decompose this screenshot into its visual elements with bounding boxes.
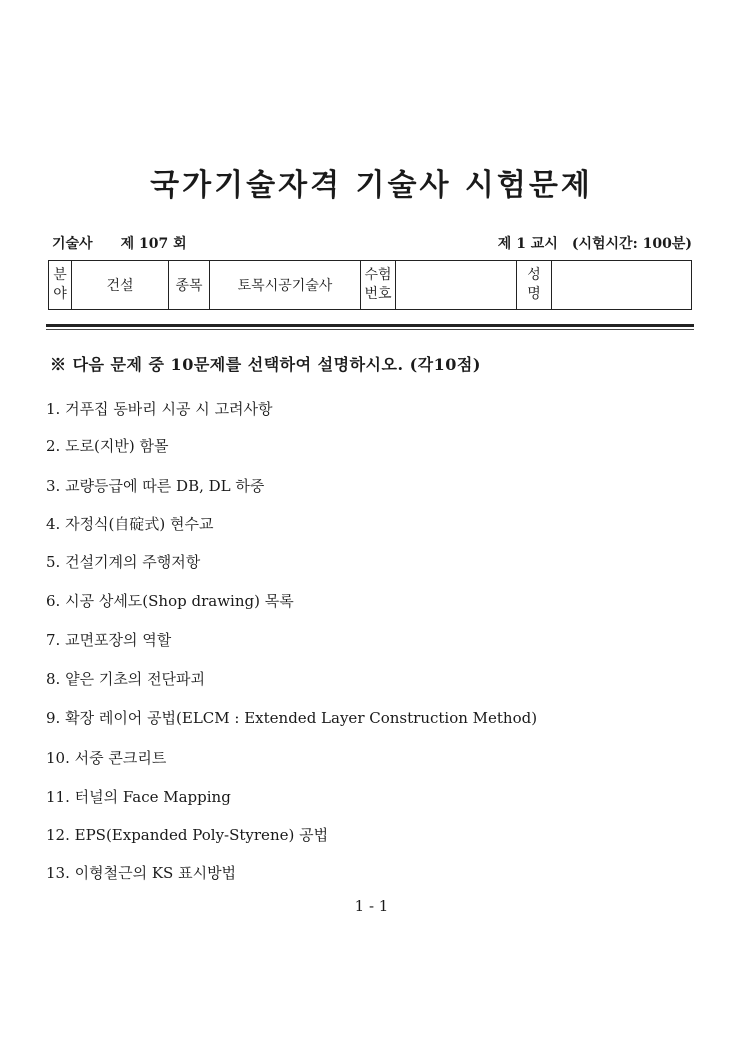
question-item: 2. 도로(지반) 함몰 bbox=[46, 437, 169, 455]
question-item: 7. 교면포장의 역할 bbox=[46, 631, 172, 649]
exam-meta-left bbox=[52, 233, 187, 253]
question-item: 3. 교량등급에 따른 DB, DL 하중 bbox=[46, 477, 265, 495]
question-item: 12. EPS(Expanded Poly-Styrene) 공법 bbox=[46, 826, 329, 844]
page-title: 국가기술자격 기술사 시험문제 bbox=[150, 168, 593, 203]
exam-meta-row bbox=[48, 233, 692, 253]
question-item: 8. 얕은 기초의 전단파괴 bbox=[46, 670, 206, 688]
exam-round: 제 107 회 bbox=[120, 236, 187, 252]
question-item: 1. 거푸집 동바리 시공 시 고려사항 bbox=[46, 400, 273, 418]
exam-info-table bbox=[48, 260, 692, 310]
exam-meta-right bbox=[498, 233, 692, 253]
item-value-cell: 토목시공기술사 bbox=[210, 261, 361, 310]
instruction-text: ※ 다음 문제 중 10문제를 선택하여 설명하시오. (각10점) bbox=[50, 355, 481, 374]
field-value-cell: 건설 bbox=[72, 261, 169, 310]
name-label-cell: 성 명 bbox=[517, 261, 552, 310]
exam-number-label-cell: 수험 번호 bbox=[361, 261, 396, 310]
divider-thin bbox=[46, 329, 694, 330]
question-item: 6. 시공 상세도(Shop drawing) 목록 bbox=[46, 592, 294, 610]
field-label-cell: 분 야 bbox=[49, 261, 72, 310]
page-number: 1 - 1 bbox=[354, 897, 389, 915]
question-item: 4. 자정식(自碇式) 현수교 bbox=[46, 515, 214, 533]
exam-duration: (시험시간: 100분) bbox=[571, 236, 692, 252]
divider-thick bbox=[46, 324, 694, 327]
exam-period: 제 1 교시 bbox=[497, 236, 558, 252]
question-item: 5. 건설기계의 주행저항 bbox=[46, 553, 201, 571]
question-item: 9. 확장 레이어 공법(ELCM : Extended Layer Construction Method) bbox=[46, 709, 538, 727]
question-item: 11. 터널의 Face Mapping bbox=[46, 788, 231, 806]
item-label-cell: 종목 bbox=[169, 261, 210, 310]
exam-number-value-cell bbox=[396, 261, 517, 310]
question-item: 10. 서중 콘크리트 bbox=[46, 749, 167, 767]
qualification-label: 기술사 bbox=[52, 236, 93, 252]
question-item: 13. 이형철근의 KS 표시방법 bbox=[46, 864, 237, 882]
name-value-cell bbox=[552, 261, 692, 310]
